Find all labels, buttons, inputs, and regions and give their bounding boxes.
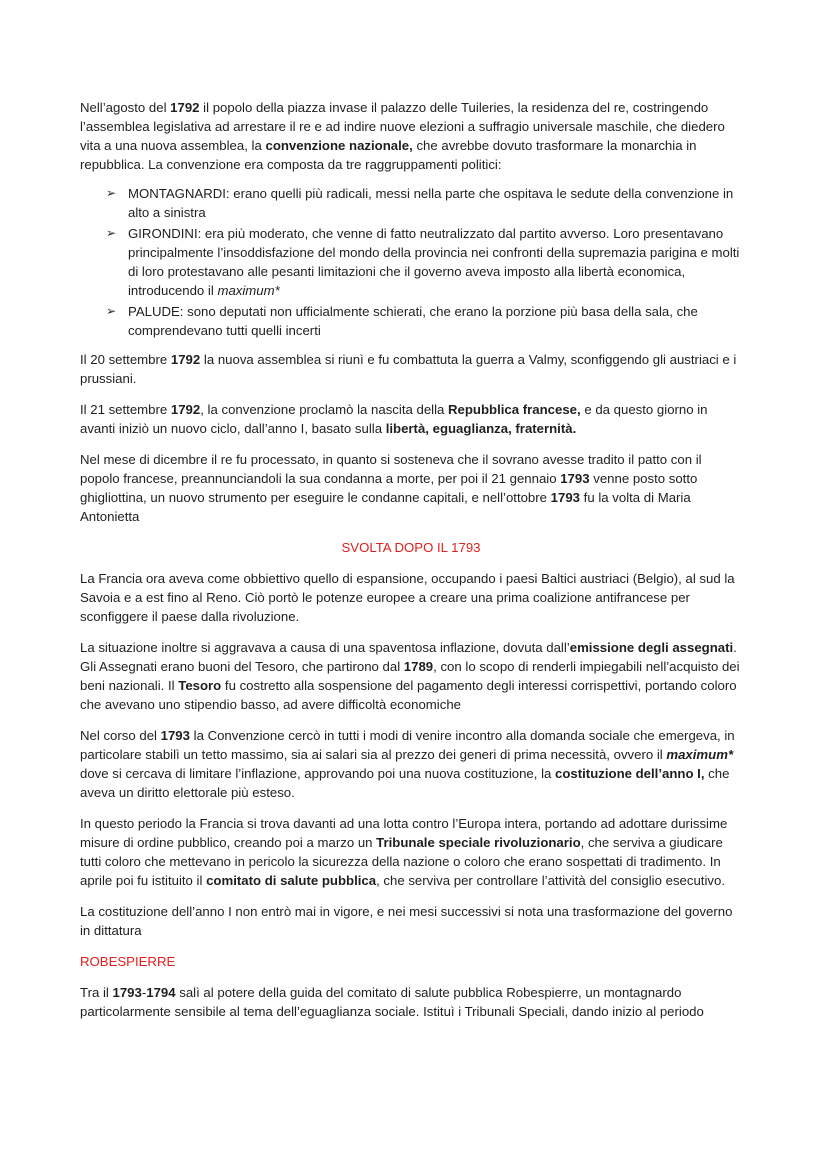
arrow-bullet-icon: ➢ [106, 226, 117, 240]
list-item-girondini: ➢ GIRONDINI: era più moderato, che venne di fatto neutralizzato dal partito avverso. Loro presentavano principalmente l’insoddisfazione del mondo della provincia nei confronti della supremazia parigina e molti di loro protestavano alle pesanti limitazioni che il governo aveva imposto alla libertà economica, introducendo il maximum* [106, 226, 740, 298]
political-groups-list [80, 184, 742, 340]
paragraph-repubblica: Il 21 settembre 1792, la convenzione proclamò la nascita della Repubblica francese, e da questo giorno in avanti iniziò un nuovo ciclo, dall’anno I, basato sulla libertà, eguaglianza, fraternità. [80, 402, 708, 436]
paragraph-processo-re: Nel mese di dicembre il re fu processato, in quanto si sosteneva che il sovrano avesse tradito il patto con il popolo francese, preannunciandoli la sua condanna a morte, per poi il 21 gennaio 1793 venne posto sotto ghigliottina, un nuovo strumento per eseguire le condanne capitali, e nell’ottobre 1793 fu la volta di Maria Antonietta [80, 452, 702, 524]
arrow-bullet-icon: ➢ [106, 186, 117, 200]
paragraph-tribunale: In questo periodo la Francia si trova davanti ad una lotta contro l’Europa intera, portando ad adottare durissime misure di ordine pubblico, creando poi a marzo un Tribunale speciale rivoluzionario, che serviva a giudicare tutti coloro che mettevano in pericolo la sicurezza della nazione o coloro che erano sospettati di tradimento. In aprile poi fu istituito il comitato di salute pubblica, che serviva per controllare l’attività del consiglio esecutivo. [80, 816, 728, 888]
arrow-bullet-icon: ➢ [106, 304, 117, 318]
paragraph-valmy: Il 20 settembre 1792 la nuova assemblea si riunì e fu combattuta la guerra a Valmy, sconfiggendo gli austriaci e i prussiani. [80, 352, 737, 386]
paragraph-inflazione: La situazione inoltre si aggravava a causa di una spaventosa inflazione, dovuta dall’emissione degli assegnati. Gli Assegnati erano buoni del Tesoro, che partirono dal 1789, con lo scopo di renderli impiegabili nell’acquisto dei beni nazionali. Il Tesoro fu costretto alla sospensione del pagamento degli interessi corrispettivi, portando coloro che avevano uno stipendio basso, ad avere difficoltà economiche [80, 640, 740, 712]
section-heading-svolta: SVOLTA DOPO IL 1793 [341, 540, 481, 555]
paragraph-robespierre: Tra il 1793-1794 salì al potere della guida del comitato di salute pubblica Robespierre, un montagnardo particolarmente sensibile al tema dell’eguaglianza sociale. Istituì i Tribunali Speciali, dando inizio al periodo [80, 985, 704, 1019]
list-item-palude: ➢ PALUDE: sono deputati non ufficialmente schierati, che erano la porzione più basa della sala, che comprendevano tutti quelli incerti [106, 304, 698, 338]
section-heading-robespierre: ROBESPIERRE [80, 954, 176, 969]
term-maximum: maximum* [217, 283, 280, 298]
paragraph-maximum: Nel corso del 1793 la Convenzione cercò in tutti i modi di venire incontro alla domanda sociale che emergeva, in particolare stabilì un tetto massimo, sia ai salari sia al prezzo dei generi di prima necessità, ovvero il maximum* dove si cercava di limitare l’inflazione, approvando poi una nuova costituzione, la costituzione dell’anno I, che aveva un diritto elettorale più esteso. [80, 728, 735, 800]
term-convenzione-nazionale: convenzione nazionale, [265, 138, 413, 153]
paragraph-dittatura: La costituzione dell’anno I non entrò mai in vigore, e nei mesi successivi si nota una trasformazione del governo in dittatura [80, 904, 733, 938]
paragraph-convenzione: Nell’agosto del 1792 il popolo della piazza invase il palazzo delle Tuileries, la residenza del re, costringendo l’assemblea legislativa ad arrestare il re e ad indire nuove elezioni a suffragio universale maschile, che diedero vita a una nuova assemblea, la convenzione nazionale, che avrebbe dovuto trasformare la monarchia in repubblica. La convenzione era composta da tre raggruppamenti politici: [80, 100, 725, 172]
paragraph-espansione: La Francia ora aveva come obbiettivo quello di espansione, occupando i paesi Baltici austriaci (Belgio), al sud la Savoia e a est fino al Reno. Ciò portò le potenze europee a creare una prima coalizione antifrancese per sconfiggere il paese dalla rivoluzione. [80, 571, 735, 624]
list-item-montagnardi: ➢ MONTAGNARDI: erano quelli più radicali, messi nella parte che ospitava le sedute della convenzione in alto a sinistra [106, 186, 734, 220]
year-1792: 1792 [170, 100, 200, 115]
